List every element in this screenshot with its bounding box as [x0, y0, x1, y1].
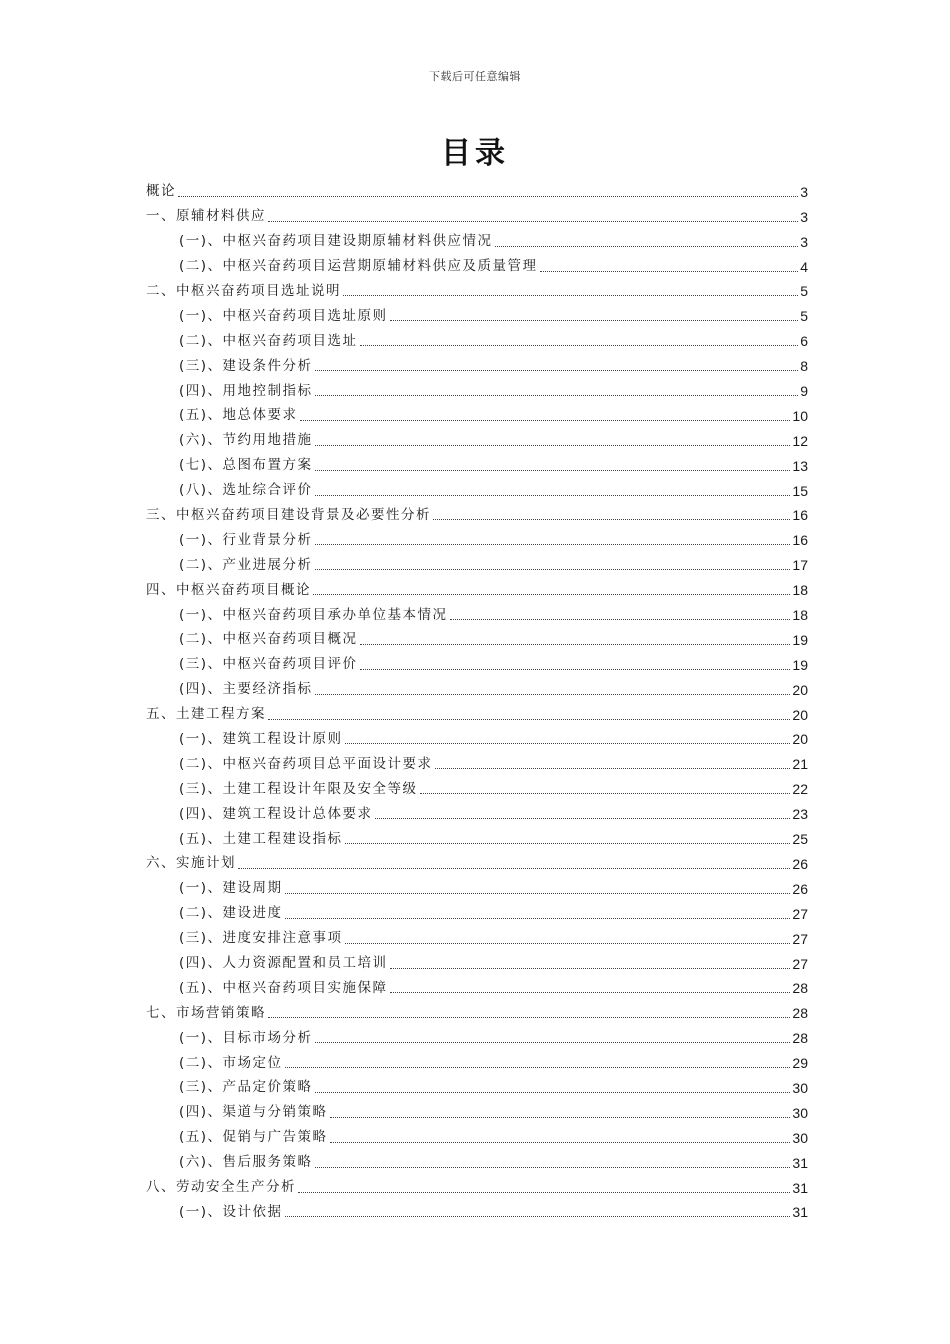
toc-entry[interactable] — [146, 948, 808, 973]
toc-entry-label: 六、实施计划 — [146, 855, 236, 872]
toc-entry-page-number: 30 — [792, 1079, 808, 1096]
toc-entry[interactable] — [146, 674, 808, 699]
toc-entry-label: (六)、售后服务策略 — [179, 1154, 313, 1171]
toc-entry-label: (一)、中枢兴奋药项目承办单位基本情况 — [179, 606, 448, 623]
toc-entry-label: (五)、促销与广告策略 — [179, 1129, 328, 1146]
toc-entry[interactable] — [146, 1097, 808, 1122]
toc-entry-label: (四)、建筑工程设计总体要求 — [179, 805, 373, 822]
toc-entry-label: (三)、进度安排注意事项 — [179, 930, 343, 947]
toc-entry-page-number: 26 — [792, 880, 808, 897]
toc-entry-label: (二)、中枢兴奋药项目选址 — [179, 332, 358, 349]
toc-entry[interactable] — [146, 649, 808, 674]
toc-entry[interactable] — [146, 425, 808, 450]
toc-entry-page-number: 20 — [792, 731, 808, 748]
toc-entry[interactable] — [146, 748, 808, 773]
toc-entry[interactable] — [146, 300, 808, 325]
toc-dot-leader — [360, 345, 799, 346]
toc-entry-page-number: 19 — [792, 656, 808, 673]
toc-entry[interactable] — [146, 1197, 808, 1222]
toc-entry-label: 一、原辅材料供应 — [146, 208, 266, 225]
toc-entry[interactable] — [146, 1122, 808, 1147]
toc-entry-page-number: 3 — [800, 233, 808, 250]
toc-entry-label: (三)、产品定价策略 — [179, 1079, 313, 1096]
toc-entry-label: 三、中枢兴奋药项目建设背景及必要性分析 — [146, 506, 431, 523]
toc-entry-page-number: 28 — [792, 980, 808, 997]
toc-entry[interactable] — [146, 997, 808, 1022]
toc-entry[interactable] — [146, 823, 808, 848]
toc-entry-label: (一)、行业背景分析 — [179, 531, 313, 548]
toc-dot-leader — [285, 918, 791, 919]
toc-dot-leader — [298, 1192, 790, 1193]
toc-entry-label: 七、市场营销策略 — [146, 1004, 266, 1021]
toc-entry[interactable] — [146, 201, 808, 226]
toc-dot-leader — [420, 793, 791, 794]
toc-entry[interactable] — [146, 798, 808, 823]
toc-entry-label: 二、中枢兴奋药项目选址说明 — [146, 282, 341, 299]
toc-entry[interactable] — [146, 450, 808, 475]
toc-entry-label: (一)、目标市场分析 — [179, 1029, 313, 1046]
toc-entry[interactable] — [146, 475, 808, 500]
toc-entry[interactable] — [146, 226, 808, 251]
toc-entry-label: (一)、中枢兴奋药项目选址原则 — [179, 307, 388, 324]
toc-dot-leader — [315, 1092, 791, 1093]
toc-entry-page-number: 8 — [800, 358, 808, 375]
toc-entry[interactable] — [146, 524, 808, 549]
toc-entry[interactable] — [146, 176, 808, 201]
toc-entry[interactable] — [146, 325, 808, 350]
toc-entry-label: (二)、市场定位 — [179, 1054, 283, 1071]
toc-entry-page-number: 17 — [792, 557, 808, 574]
toc-entry-label: (四)、人力资源配置和员工培训 — [179, 955, 388, 971]
toc-entry-page-number: 10 — [792, 407, 808, 424]
toc-dot-leader — [330, 1142, 791, 1143]
toc-entry[interactable] — [146, 773, 808, 798]
toc-entry-page-number: 22 — [792, 781, 808, 798]
toc-entry-page-number: 16 — [792, 532, 808, 549]
table-of-contents — [146, 176, 808, 1221]
toc-entry[interactable] — [146, 574, 808, 599]
toc-entry-label: (二)、中枢兴奋药项目运营期原辅材料供应及质量管理 — [179, 258, 538, 275]
toc-dot-leader — [435, 768, 791, 769]
toc-dot-leader — [315, 569, 791, 570]
toc-dot-leader — [315, 544, 791, 545]
toc-entry-page-number: 12 — [792, 432, 808, 449]
toc-entry-label: (一)、建筑工程设计原则 — [179, 730, 343, 747]
toc-dot-leader — [345, 743, 791, 744]
toc-entry-page-number: 6 — [800, 333, 808, 350]
header-note: 下载后可任意编辑 — [429, 70, 521, 83]
toc-entry-page-number: 30 — [792, 1129, 808, 1146]
toc-entry-page-number: 20 — [792, 681, 808, 698]
toc-dot-leader — [343, 295, 798, 296]
toc-entry[interactable] — [146, 276, 808, 301]
toc-entry-label: (二)、中枢兴奋药项目总平面设计要求 — [179, 755, 433, 772]
toc-dot-leader — [433, 519, 790, 520]
toc-entry[interactable] — [146, 624, 808, 649]
toc-entry[interactable] — [146, 923, 808, 948]
toc-entry-page-number: 18 — [792, 607, 808, 624]
toc-entry-page-number: 27 — [792, 905, 808, 922]
toc-dot-leader — [450, 619, 791, 620]
toc-dot-leader — [315, 395, 799, 396]
toc-dot-leader — [315, 370, 799, 371]
toc-entry-label: (五)、中枢兴奋药项目实施保障 — [179, 979, 388, 996]
toc-dot-leader — [268, 1017, 790, 1018]
toc-entry[interactable] — [146, 375, 808, 400]
toc-entry-page-number: 31 — [792, 1154, 808, 1171]
toc-entry[interactable] — [146, 699, 808, 724]
toc-entry-label: 五、土建工程方案 — [146, 706, 266, 723]
toc-entry-label: (五)、土建工程建设指标 — [179, 830, 343, 847]
toc-entry[interactable] — [146, 1047, 808, 1072]
toc-entry-page-number: 31 — [792, 1204, 808, 1221]
toc-entry-label: (八)、选址综合评价 — [179, 482, 313, 499]
toc-entry[interactable] — [146, 1147, 808, 1172]
toc-dot-leader — [315, 495, 791, 496]
toc-entry[interactable] — [146, 848, 808, 873]
toc-dot-leader — [268, 221, 798, 222]
toc-dot-leader — [390, 992, 791, 993]
toc-entry[interactable] — [146, 400, 808, 425]
toc-entry[interactable] — [146, 873, 808, 898]
toc-dot-leader — [285, 893, 791, 894]
toc-dot-leader — [315, 445, 791, 446]
toc-dot-leader — [285, 1216, 791, 1217]
toc-entry-page-number: 28 — [792, 1030, 808, 1047]
toc-dot-leader — [360, 644, 791, 645]
toc-entry-label: 四、中枢兴奋药项目概论 — [146, 581, 311, 598]
toc-dot-leader — [345, 843, 791, 844]
toc-entry-page-number: 23 — [792, 806, 808, 823]
toc-entry[interactable] — [146, 898, 808, 923]
toc-entry-page-number: 5 — [800, 283, 808, 300]
toc-entry[interactable] — [146, 350, 808, 375]
toc-dot-leader — [238, 868, 790, 869]
toc-dot-leader — [315, 694, 791, 695]
toc-dot-leader — [313, 594, 790, 595]
toc-entry[interactable] — [146, 251, 808, 276]
toc-entry[interactable] — [146, 1022, 808, 1047]
toc-entry-page-number: 21 — [792, 756, 808, 773]
toc-entry[interactable] — [146, 1172, 808, 1197]
toc-entry-page-number: 16 — [792, 507, 808, 524]
toc-entry-label: (一)、设计依据 — [179, 1203, 283, 1220]
toc-entry-page-number: 30 — [792, 1104, 808, 1121]
toc-dot-leader — [268, 719, 790, 720]
toc-entry-page-number: 3 — [800, 183, 808, 200]
toc-entry-label: (三)、建设条件分析 — [179, 357, 313, 374]
toc-entry-label: (四)、主要经济指标 — [179, 681, 313, 698]
toc-dot-leader — [495, 246, 799, 247]
toc-dot-leader — [285, 1067, 791, 1068]
toc-entry-label: 八、劳动安全生产分析 — [146, 1179, 296, 1196]
toc-dot-leader — [540, 271, 799, 272]
toc-entry-label: (二)、产业进展分析 — [179, 556, 313, 573]
toc-dot-leader — [330, 1117, 791, 1118]
toc-entry-page-number: 26 — [792, 855, 808, 872]
toc-entry-label: (一)、中枢兴奋药项目建设期原辅材料供应情况 — [179, 233, 493, 250]
toc-entry-page-number: 20 — [792, 706, 808, 723]
toc-dot-leader — [375, 818, 791, 819]
toc-entry-label: (二)、建设进度 — [179, 905, 283, 922]
toc-entry[interactable] — [146, 1072, 808, 1097]
toc-entry-label: (三)、中枢兴奋药项目评价 — [179, 656, 358, 673]
toc-dot-leader — [360, 669, 791, 670]
toc-entry-page-number: 9 — [800, 383, 808, 400]
page-title: 目录 — [441, 136, 509, 171]
toc-entry-label: (二)、中枢兴奋药项目概况 — [179, 631, 358, 648]
toc-entry-page-number: 27 — [792, 955, 808, 972]
toc-dot-leader — [300, 420, 791, 421]
toc-entry-page-number: 13 — [792, 457, 808, 474]
toc-dot-leader — [315, 1042, 791, 1043]
toc-dot-leader — [315, 1167, 791, 1168]
toc-entry[interactable] — [146, 500, 808, 525]
toc-entry-page-number: 5 — [800, 308, 808, 325]
toc-entry-page-number: 25 — [792, 831, 808, 848]
toc-entry-label: (一)、建设周期 — [179, 880, 283, 897]
toc-entry-label: (三)、土建工程设计年限及安全等级 — [179, 780, 418, 797]
toc-entry-label: (六)、节约用地措施 — [179, 432, 313, 449]
toc-entry-page-number: 29 — [792, 1055, 808, 1072]
toc-dot-leader — [345, 943, 791, 944]
toc-entry-page-number: 18 — [792, 582, 808, 599]
toc-entry-page-number: 15 — [792, 482, 808, 499]
toc-entry[interactable] — [146, 973, 808, 998]
toc-entry[interactable] — [146, 724, 808, 749]
toc-dot-leader — [178, 196, 798, 197]
toc-entry-page-number: 19 — [792, 631, 808, 648]
toc-entry-page-number: 3 — [800, 208, 808, 225]
toc-entry-label: (四)、用地控制指标 — [179, 382, 313, 399]
toc-dot-leader — [315, 470, 791, 471]
toc-entry-page-number: 28 — [792, 1005, 808, 1022]
toc-entry-label: (七)、总图布置方案 — [179, 457, 313, 474]
toc-entry[interactable] — [146, 549, 808, 574]
toc-entry-label: (五)、地总体要求 — [179, 407, 298, 424]
toc-dot-leader — [390, 968, 791, 969]
toc-entry-page-number: 27 — [792, 930, 808, 947]
toc-entry-label: (四)、渠道与分销策略 — [179, 1104, 328, 1121]
toc-dot-leader — [390, 320, 799, 321]
toc-entry-page-number: 31 — [792, 1179, 808, 1196]
toc-entry-label: 概论 — [146, 183, 176, 200]
toc-entry-page-number: 4 — [800, 258, 808, 275]
toc-entry[interactable] — [146, 599, 808, 624]
